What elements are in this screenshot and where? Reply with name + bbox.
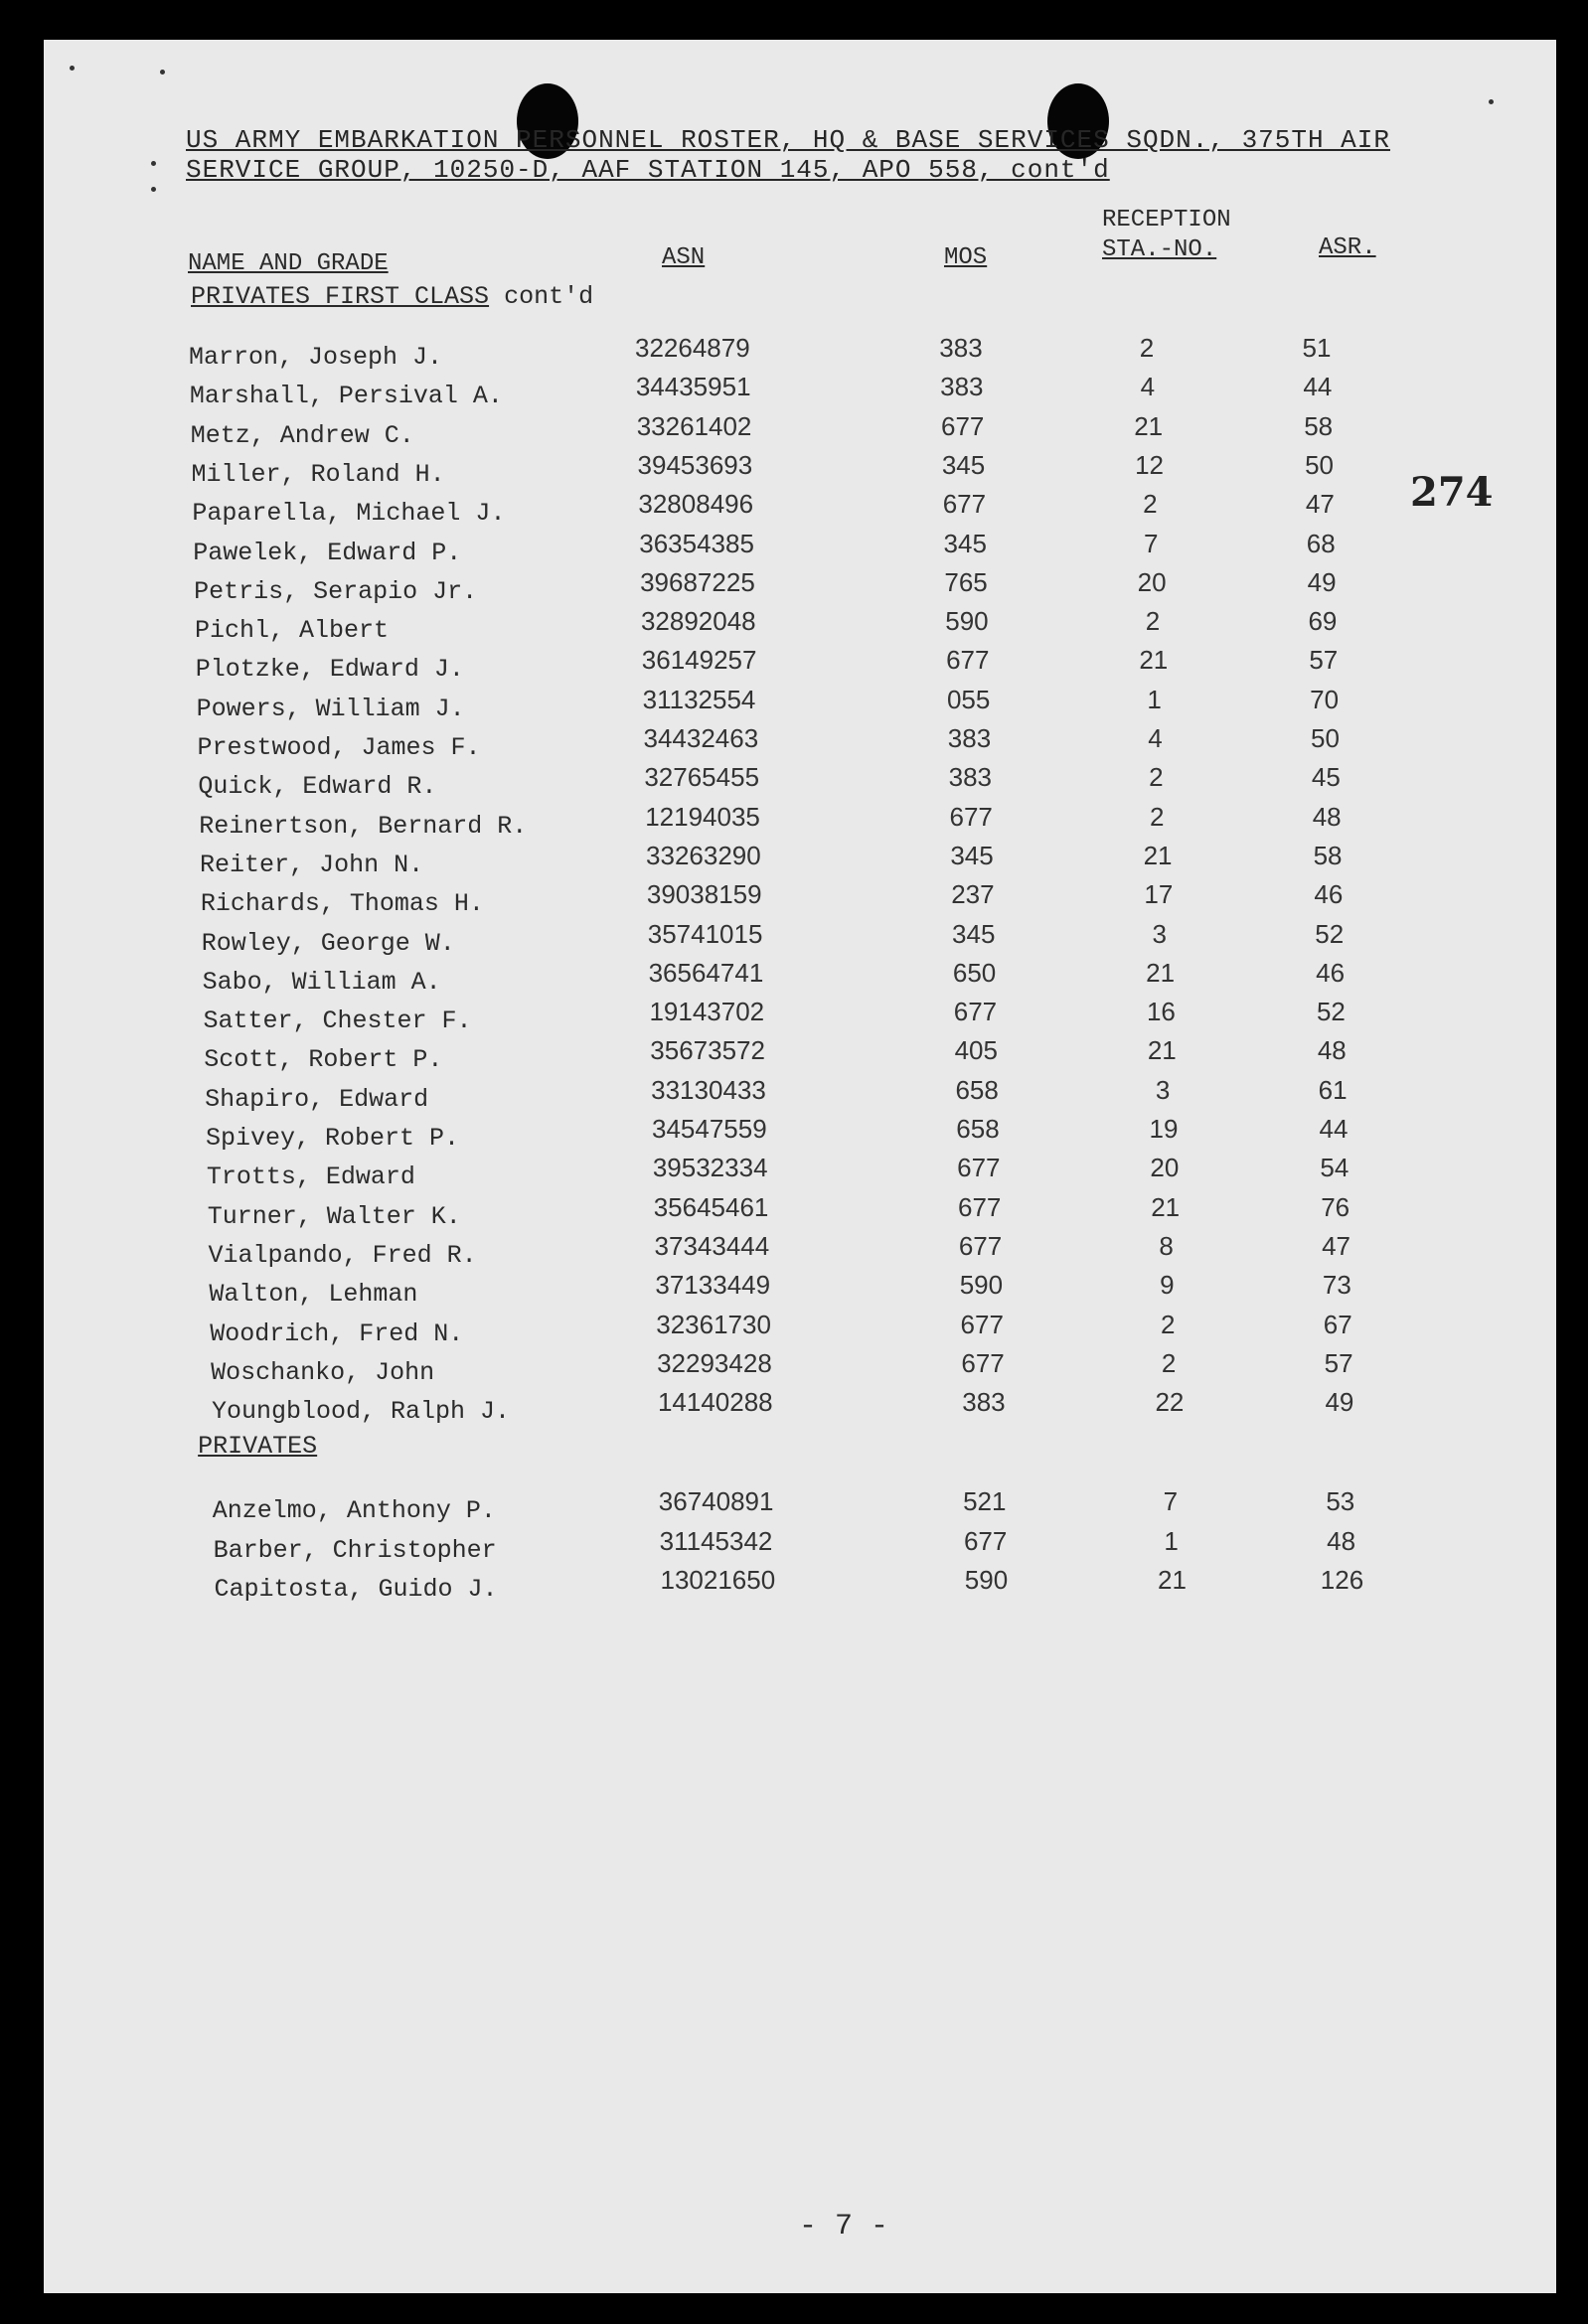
reception-station-cell: 22 xyxy=(1155,1387,1185,1418)
column-header-asr: ASR. xyxy=(1319,234,1376,261)
asr-score-cell: 52 xyxy=(1315,918,1345,949)
name-cell: Petris, Serapio Jr. xyxy=(194,576,478,606)
asr-score-cell: 45 xyxy=(1311,762,1341,793)
speck xyxy=(1489,99,1494,104)
name-cell: Capitosta, Guido J. xyxy=(214,1575,498,1604)
reception-station-cell: 4 xyxy=(1140,372,1156,402)
name-cell: Vialpando, Fred R. xyxy=(208,1240,477,1270)
name-cell: Spivey, Robert P. xyxy=(206,1124,460,1153)
asn-cell: 39687225 xyxy=(640,566,755,597)
asr-score-cell: 52 xyxy=(1316,997,1346,1027)
roster-row xyxy=(44,528,1556,572)
roster-row xyxy=(44,918,1556,963)
reception-station-cell: 12 xyxy=(1135,449,1164,480)
mos-cell: 677 xyxy=(960,1309,1004,1339)
asn-cell: 39038159 xyxy=(646,879,762,910)
reception-station-cell: 2 xyxy=(1161,1309,1176,1339)
roster-row xyxy=(44,1309,1556,1353)
reception-station-cell: 20 xyxy=(1150,1153,1180,1183)
mos-cell: 590 xyxy=(945,606,989,637)
mos-cell: 383 xyxy=(940,372,984,402)
mos-cell: 383 xyxy=(962,1387,1006,1418)
name-cell: Trotts, Edward xyxy=(206,1162,415,1192)
page-number: - 7 - xyxy=(799,2210,889,2244)
roster-row xyxy=(44,333,1556,377)
name-cell: Quick, Edward R. xyxy=(198,772,437,802)
name-cell: Anzelmo, Anthony P. xyxy=(212,1496,496,1526)
roster-row xyxy=(44,1525,1556,1570)
roster-row xyxy=(44,1486,1556,1530)
name-cell: Pawelek, Edward P. xyxy=(193,538,462,567)
reception-station-cell: 7 xyxy=(1163,1486,1179,1517)
name-cell: Metz, Andrew C. xyxy=(190,420,414,450)
asn-cell: 37133449 xyxy=(655,1270,771,1301)
asn-cell: 31145342 xyxy=(659,1525,773,1556)
asr-score-cell: 50 xyxy=(1311,723,1340,753)
roster-page xyxy=(44,40,1556,2293)
reception-station-cell: 2 xyxy=(1161,1347,1177,1378)
reception-station-cell: 4 xyxy=(1148,723,1163,753)
asr-score-cell: 61 xyxy=(1318,1074,1348,1105)
mos-cell: 677 xyxy=(942,489,987,520)
mos-cell: 345 xyxy=(941,449,986,480)
speck xyxy=(160,70,165,75)
asn-cell: 35645461 xyxy=(653,1191,769,1222)
asr-score-cell: 48 xyxy=(1327,1525,1356,1556)
asn-cell: 35741015 xyxy=(647,918,763,949)
mos-cell: 345 xyxy=(952,918,996,949)
roster-row xyxy=(44,1347,1556,1392)
roster-row xyxy=(44,879,1556,923)
asn-cell: 39453693 xyxy=(637,449,753,480)
asr-score-cell: 49 xyxy=(1307,566,1337,597)
asr-score-cell: 67 xyxy=(1323,1309,1352,1339)
asr-score-cell: 73 xyxy=(1322,1270,1351,1301)
asn-cell: 37343444 xyxy=(654,1230,770,1261)
reception-station-cell: 21 xyxy=(1158,1565,1187,1595)
mos-cell: 345 xyxy=(950,840,994,870)
asn-cell: 14140288 xyxy=(657,1387,773,1418)
column-header-mos: MOS xyxy=(944,244,988,271)
asr-score-cell: 54 xyxy=(1320,1153,1350,1183)
mos-cell: 677 xyxy=(957,1191,1002,1222)
name-cell: Powers, William J. xyxy=(196,694,465,723)
name-cell: Rowley, George W. xyxy=(201,928,455,958)
reception-station-cell: 7 xyxy=(1144,528,1159,558)
asn-cell: 35673572 xyxy=(650,1035,765,1066)
roster-row xyxy=(44,957,1556,1002)
asr-score-cell: 46 xyxy=(1316,957,1346,988)
roster-row xyxy=(44,1074,1556,1119)
reception-station-cell: 21 xyxy=(1151,1191,1181,1222)
roster-row xyxy=(44,372,1556,415)
name-cell: Turner, Walter K. xyxy=(207,1201,461,1231)
roster-row xyxy=(44,566,1556,611)
mos-cell: 677 xyxy=(949,801,993,832)
asr-score-cell: 57 xyxy=(1309,645,1339,676)
asr-score-cell: 48 xyxy=(1317,1035,1347,1066)
asn-cell: 31132554 xyxy=(642,684,756,714)
reception-station-cell: 17 xyxy=(1144,879,1174,910)
mos-cell: 765 xyxy=(944,566,988,597)
name-cell: Miller, Roland H. xyxy=(191,459,445,489)
name-cell: Barber, Christopher xyxy=(213,1535,497,1565)
asr-score-cell: 44 xyxy=(1303,372,1333,402)
asr-score-cell: 126 xyxy=(1320,1565,1364,1595)
roster-row xyxy=(44,1387,1556,1431)
mos-cell: 055 xyxy=(946,684,991,714)
column-header-reception: RECEPTION xyxy=(1102,207,1231,233)
asn-cell: 33261402 xyxy=(636,410,752,441)
asn-cell: 39532334 xyxy=(652,1153,768,1183)
roster-row xyxy=(44,1114,1556,1158)
reception-station-cell: 8 xyxy=(1159,1230,1174,1261)
roster-row xyxy=(44,1565,1556,1609)
speck xyxy=(151,187,156,192)
reception-station-cell: 20 xyxy=(1137,566,1167,597)
name-cell: Pichl, Albert xyxy=(194,616,389,646)
name-cell: Reiter, John N. xyxy=(200,850,424,879)
roster-row xyxy=(44,606,1556,650)
roster-row xyxy=(44,997,1556,1040)
asr-score-cell: 49 xyxy=(1325,1387,1354,1418)
mos-cell: 677 xyxy=(940,410,985,441)
asr-score-cell: 58 xyxy=(1313,840,1343,870)
asn-cell: 19143702 xyxy=(649,997,765,1027)
asr-score-cell: 47 xyxy=(1305,489,1335,520)
reception-station-cell: 9 xyxy=(1160,1270,1175,1301)
mos-cell: 658 xyxy=(955,1074,999,1105)
section-suffix: cont'd xyxy=(489,282,594,311)
reception-station-cell: 3 xyxy=(1155,1074,1171,1105)
roster-row xyxy=(44,840,1556,884)
reception-station-cell: 21 xyxy=(1147,1035,1177,1066)
column-header-asn: ASN xyxy=(662,244,706,271)
name-cell: Scott, Robert P. xyxy=(204,1045,443,1075)
roster-row xyxy=(44,1191,1556,1236)
name-cell: Satter, Chester F. xyxy=(203,1007,472,1036)
mos-cell: 345 xyxy=(943,528,987,558)
name-cell: Walton, Lehman xyxy=(209,1280,418,1310)
section-label: PRIVATES xyxy=(198,1432,318,1462)
asr-score-cell: 46 xyxy=(1314,879,1344,910)
reception-station-cell: 2 xyxy=(1149,801,1165,832)
reception-station-cell: 19 xyxy=(1149,1114,1179,1144)
asr-score-cell: 58 xyxy=(1304,410,1334,441)
mos-cell: 383 xyxy=(948,762,993,793)
name-cell: Marron, Joseph J. xyxy=(189,343,443,372)
asn-cell: 34432463 xyxy=(643,723,759,753)
page-stamp-number: 274 xyxy=(1410,469,1494,516)
asn-cell: 12194035 xyxy=(645,801,760,832)
reception-station-cell: 1 xyxy=(1164,1525,1179,1556)
reception-station-cell: 21 xyxy=(1134,410,1164,441)
name-cell: Plotzke, Edward J. xyxy=(195,655,464,685)
roster-row xyxy=(44,410,1556,455)
asr-score-cell: 70 xyxy=(1310,684,1340,714)
mos-cell: 677 xyxy=(953,997,998,1027)
mos-cell: 677 xyxy=(958,1230,1003,1261)
column-header-name: NAME AND GRADE xyxy=(188,250,389,277)
asr-score-cell: 50 xyxy=(1305,449,1334,480)
speck xyxy=(70,66,75,71)
name-cell: Marshall, Persival A. xyxy=(189,382,503,411)
asn-cell: 34435951 xyxy=(635,372,751,402)
name-cell: Richards, Thomas H. xyxy=(200,889,484,919)
asn-cell: 32361730 xyxy=(656,1309,771,1339)
mos-cell: 590 xyxy=(964,1565,1009,1595)
roster-row xyxy=(44,723,1556,767)
asn-cell: 32892048 xyxy=(640,606,756,637)
roster-row xyxy=(44,684,1556,728)
asn-cell: 36354385 xyxy=(639,528,754,558)
section-heading xyxy=(191,282,593,311)
mos-cell: 383 xyxy=(939,333,983,363)
name-cell: Paparella, Michael J. xyxy=(192,499,506,529)
name-cell: Woodrich, Fred N. xyxy=(210,1318,464,1348)
mos-cell: 383 xyxy=(947,723,992,753)
section-label: PRIVATES FIRST CLASS xyxy=(191,282,490,311)
reception-station-cell: 21 xyxy=(1139,645,1169,676)
mos-cell: 677 xyxy=(946,645,990,676)
roster-row xyxy=(44,801,1556,846)
asr-score-cell: 48 xyxy=(1312,801,1342,832)
asr-score-cell: 53 xyxy=(1326,1486,1355,1517)
asn-cell: 36149257 xyxy=(641,645,757,676)
asn-cell: 34547559 xyxy=(652,1114,767,1144)
reception-station-cell: 2 xyxy=(1139,333,1155,363)
roster-row xyxy=(44,1230,1556,1275)
roster-row xyxy=(44,762,1556,806)
asn-cell: 36740891 xyxy=(658,1486,774,1517)
mos-cell: 658 xyxy=(956,1114,1000,1144)
asr-score-cell: 47 xyxy=(1322,1230,1350,1261)
mos-cell: 521 xyxy=(963,1486,1007,1517)
asn-cell: 13021650 xyxy=(660,1565,776,1595)
asn-cell: 33130433 xyxy=(651,1074,766,1105)
asn-cell: 32293428 xyxy=(657,1347,772,1378)
asr-score-cell: 76 xyxy=(1321,1191,1350,1222)
roster-title-line-1: US ARMY EMBARKATION PERSONNEL ROSTER, HQ & BASE SERVICES SQDN., 375TH AIR xyxy=(186,125,1390,155)
asn-cell: 36564741 xyxy=(648,957,764,988)
name-cell: Shapiro, Edward xyxy=(205,1084,429,1114)
mos-cell: 677 xyxy=(961,1347,1005,1378)
reception-station-cell: 3 xyxy=(1152,918,1167,949)
asn-cell: 32765455 xyxy=(644,762,760,793)
reception-station-cell: 2 xyxy=(1143,489,1158,520)
reception-station-cell: 2 xyxy=(1145,606,1161,637)
asr-score-cell: 68 xyxy=(1306,528,1336,558)
roster-title-line-2: SERVICE GROUP, 10250-D, AAF STATION 145, APO 558, cont'd xyxy=(186,155,1110,185)
asr-score-cell: 51 xyxy=(1302,333,1332,363)
name-cell: Prestwood, James F. xyxy=(197,733,481,762)
asr-score-cell: 69 xyxy=(1308,606,1338,637)
reception-station-cell: 21 xyxy=(1146,957,1176,988)
mos-cell: 237 xyxy=(951,879,995,910)
asn-cell: 32808496 xyxy=(638,489,754,520)
asn-cell: 32264879 xyxy=(635,333,750,363)
roster-row xyxy=(44,1035,1556,1079)
mos-cell: 650 xyxy=(952,957,997,988)
mos-cell: 677 xyxy=(957,1153,1001,1183)
roster-row xyxy=(44,1153,1556,1196)
name-cell: Woschanko, John xyxy=(211,1357,435,1387)
reception-station-cell: 21 xyxy=(1143,840,1173,870)
reception-station-cell: 1 xyxy=(1147,684,1162,714)
section-heading xyxy=(198,1432,317,1461)
name-cell: Reinertson, Bernard R. xyxy=(199,811,528,841)
mos-cell: 405 xyxy=(954,1035,998,1066)
mos-cell: 590 xyxy=(959,1270,1004,1301)
roster-row xyxy=(44,645,1556,689)
asr-score-cell: 57 xyxy=(1324,1347,1353,1378)
asn-cell: 33263290 xyxy=(646,840,761,870)
reception-station-cell: 2 xyxy=(1149,762,1164,793)
name-cell: Sabo, William A. xyxy=(202,967,441,997)
roster-row xyxy=(44,449,1556,494)
column-header-sta-no: STA.-NO. xyxy=(1102,236,1217,263)
reception-station-cell: 16 xyxy=(1146,997,1176,1027)
speck xyxy=(151,161,156,166)
name-cell: Youngblood, Ralph J. xyxy=(211,1397,510,1427)
mos-cell: 677 xyxy=(963,1525,1008,1556)
asr-score-cell: 44 xyxy=(1319,1114,1349,1144)
roster-row xyxy=(44,1270,1556,1314)
